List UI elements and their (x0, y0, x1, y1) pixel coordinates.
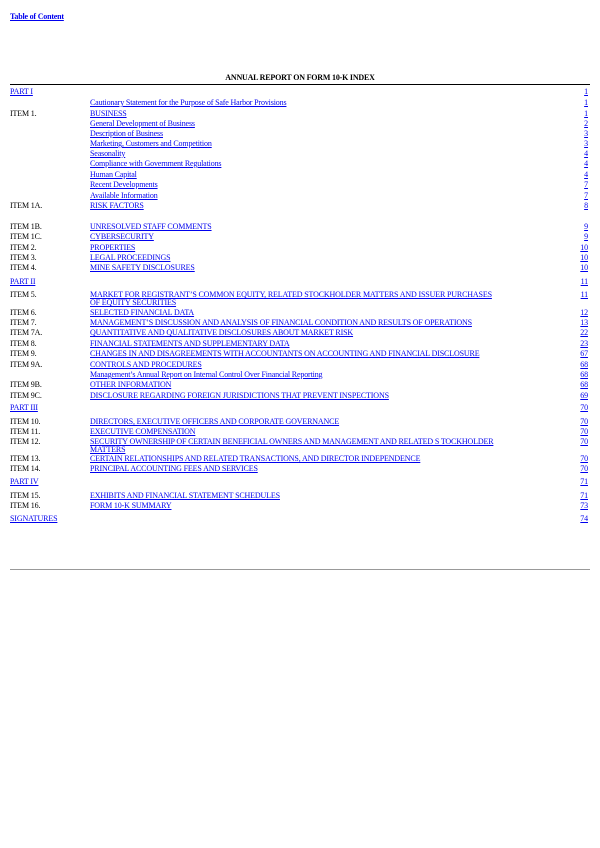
toc-page-number[interactable]: 3 (584, 139, 588, 148)
toc-page-number[interactable]: 70 (580, 464, 588, 473)
toc-item-number: ITEM 9. (10, 349, 37, 358)
toc-page-number[interactable]: 11 (580, 277, 588, 286)
toc-part-link[interactable]: PART II (10, 277, 36, 286)
toc-item-number: ITEM 13. (10, 454, 41, 463)
toc-page-number[interactable]: 68 (580, 360, 588, 369)
toc-entry-link[interactable]: DIRECTORS, EXECUTIVE OFFICERS AND CORPORATE GOVERNANCE (90, 417, 340, 426)
page-title: ANNUAL REPORT ON FORM 10-K INDEX (225, 73, 375, 82)
toc-entry-link[interactable]: UNRESOLVED STAFF COMMENTS (90, 222, 212, 231)
toc-entry-link[interactable]: MINE SAFETY DISCLOSURES (90, 263, 195, 272)
toc-page-number[interactable]: 4 (584, 149, 588, 158)
toc-page-number[interactable]: 70 (580, 403, 588, 412)
toc-entry-link[interactable]: RISK FACTORS (90, 201, 144, 210)
toc-item-number: ITEM 16. (10, 501, 41, 510)
toc-page-number[interactable]: 13 (580, 318, 588, 327)
toc-page-number[interactable]: 10 (580, 243, 588, 252)
table-of-content-link[interactable]: Table of Content (10, 12, 64, 21)
toc-item-number: ITEM 7. (10, 318, 37, 327)
toc-page-number[interactable]: 4 (584, 159, 588, 168)
toc-item-number: ITEM 1C. (10, 232, 42, 241)
toc-page-number[interactable]: 71 (580, 477, 588, 486)
header-divider (10, 84, 590, 85)
toc-page-number[interactable]: 9 (584, 222, 588, 231)
toc-item-number: ITEM 2. (10, 243, 37, 252)
toc-entry-link[interactable]: QUANTITATIVE AND QUALITATIVE DISCLOSURES ABOUT MARKET RISK (90, 328, 354, 337)
toc-entry-link[interactable]: BUSINESS (90, 109, 127, 118)
toc-page-number[interactable]: 70 (580, 454, 588, 463)
toc-item-number: ITEM 1. (10, 109, 37, 118)
toc-item-number: ITEM 1B. (10, 222, 42, 231)
toc-page-number[interactable]: 1 (584, 98, 588, 107)
toc-page-number[interactable]: 1 (584, 87, 588, 96)
toc-entry-link[interactable]: FORM 10-K SUMMARY (90, 501, 172, 510)
toc-part-link[interactable]: SIGNATURES (10, 514, 58, 523)
toc-page-number[interactable]: 73 (580, 501, 588, 510)
toc-item-number: ITEM 9B. (10, 380, 42, 389)
toc-entry-link[interactable]: EXHIBITS AND FINANCIAL STATEMENT SCHEDULES (90, 491, 280, 500)
toc-page-number[interactable]: 3 (584, 129, 588, 138)
toc-page-number[interactable]: 70 (580, 427, 588, 436)
page-end-divider (10, 569, 590, 570)
toc-entry-link[interactable]: Marketing, Customers and Competition (90, 139, 212, 148)
toc-item-number: ITEM 8. (10, 339, 37, 348)
toc-item-number: ITEM 11. (10, 427, 41, 436)
toc-page-number[interactable]: 2 (584, 119, 588, 128)
toc-entry-link[interactable]: FINANCIAL STATEMENTS AND SUPPLEMENTARY DATA (90, 339, 290, 348)
toc-item-number: ITEM 9C. (10, 391, 42, 400)
toc-page-number[interactable]: 10 (580, 263, 588, 272)
toc-part-link[interactable]: PART IV (10, 477, 39, 486)
toc-entry-link[interactable]: Recent Developments (90, 180, 158, 189)
toc-entry-link[interactable]: Compliance with Government Regulations (90, 159, 222, 168)
toc-page-number[interactable]: 71 (580, 491, 588, 500)
toc-item-number: ITEM 3. (10, 253, 37, 262)
toc-page-number[interactable]: 11 (580, 290, 588, 299)
toc-entry-link[interactable]: PRINCIPAL ACCOUNTING FEES AND SERVICES (90, 464, 258, 473)
toc-entry-link[interactable]: CYBERSECURITY (90, 232, 154, 241)
toc-entry-link[interactable]: CERTAIN RELATIONSHIPS AND RELATED TRANSACTIONS, AND DIRECTOR INDEPENDENCE (90, 454, 421, 463)
toc-page-number[interactable]: 8 (584, 201, 588, 210)
toc-entry-link[interactable]: CONTROLS AND PROCEDURES (90, 360, 202, 369)
toc-page-number[interactable]: 23 (580, 339, 588, 348)
toc-item-number: ITEM 15. (10, 491, 41, 500)
toc-page-number[interactable]: 69 (580, 391, 588, 400)
toc-item-number: ITEM 7A. (10, 328, 43, 337)
toc-part-link[interactable]: PART I (10, 87, 33, 96)
toc-page-number[interactable]: 4 (584, 170, 588, 179)
toc-entry-link[interactable]: EXECUTIVE COMPENSATION (90, 427, 196, 436)
toc-entry-link[interactable]: PROPERTIES (90, 243, 136, 252)
toc-item-number: ITEM 14. (10, 464, 41, 473)
toc-item-number: ITEM 1A. (10, 201, 43, 210)
toc-item-number: ITEM 9A. (10, 360, 43, 369)
toc-entry-link[interactable]: OTHER INFORMATION (90, 380, 172, 389)
toc-page-number[interactable]: 7 (584, 180, 588, 189)
toc-page-number[interactable]: 70 (580, 437, 588, 446)
toc-entry-link[interactable]: Human Capital (90, 170, 137, 179)
toc-entry-link[interactable]: SECURITY OWNERSHIP OF CERTAIN BENEFICIAL OWNERS AND MANAGEMENT AND RELATED S TOCKHOLDER MATTERS (90, 437, 494, 454)
toc-entry-link[interactable]: CHANGES IN AND DISAGREEMENTS WITH ACCOUNTANTS ON ACCOUNTING AND FINANCIAL DISCLOSURE (90, 349, 480, 358)
toc-page-number[interactable]: 68 (580, 370, 588, 379)
toc-page-number[interactable]: 22 (580, 328, 588, 337)
toc-entry-link[interactable]: DISCLOSURE REGARDING FOREIGN JURISDICTIONS THAT PREVENT INSPECTIONS (90, 391, 389, 400)
toc-item-number: ITEM 12. (10, 437, 41, 446)
toc-item-number: ITEM 4. (10, 263, 37, 272)
toc-page-number[interactable]: 10 (580, 253, 588, 262)
toc-entry-link[interactable]: LEGAL PROCEEDINGS (90, 253, 171, 262)
toc-entry-link[interactable]: Available Information (90, 191, 158, 200)
toc-page-number[interactable]: 9 (584, 232, 588, 241)
toc-part-link[interactable]: PART III (10, 403, 38, 412)
toc-page-number[interactable]: 74 (580, 514, 588, 523)
toc-entry-link[interactable]: Description of Business (90, 129, 163, 138)
toc-page-number[interactable]: 68 (580, 380, 588, 389)
toc-page-number[interactable]: 70 (580, 417, 588, 426)
toc-item-number: ITEM 6. (10, 308, 37, 317)
toc-entry-link[interactable]: MARKET FOR REGISTRANT’S COMMON EQUITY, RELATED STOCKHOLDER MATTERS AND ISSUER PURCHASES OF EQUITY SECURITIES (90, 290, 492, 307)
toc-entry-link[interactable]: MANAGEMENT’S DISCUSSION AND ANALYSIS OF FINANCIAL CONDITION AND RESULTS OF OPERATIONS (90, 318, 472, 327)
toc-page-number[interactable]: 67 (580, 349, 588, 358)
toc-page-number[interactable]: 7 (584, 191, 588, 200)
toc-entry-link[interactable]: Seasonality (90, 149, 126, 158)
toc-entry-link[interactable]: General Development of Business (90, 119, 195, 128)
toc-entry-link[interactable]: SELECTED FINANCIAL DATA (90, 308, 195, 317)
toc-item-number: ITEM 10. (10, 417, 41, 426)
toc-entry-link[interactable]: Cautionary Statement for the Purpose of Safe Harbor Provisions (90, 98, 287, 107)
toc-page-number[interactable]: 1 (584, 109, 588, 118)
toc-page-number[interactable]: 12 (580, 308, 588, 317)
toc-item-number: ITEM 5. (10, 290, 37, 299)
toc-entry-link[interactable]: Management’s Annual Report on Internal Control Over Financial Reporting (90, 370, 323, 379)
